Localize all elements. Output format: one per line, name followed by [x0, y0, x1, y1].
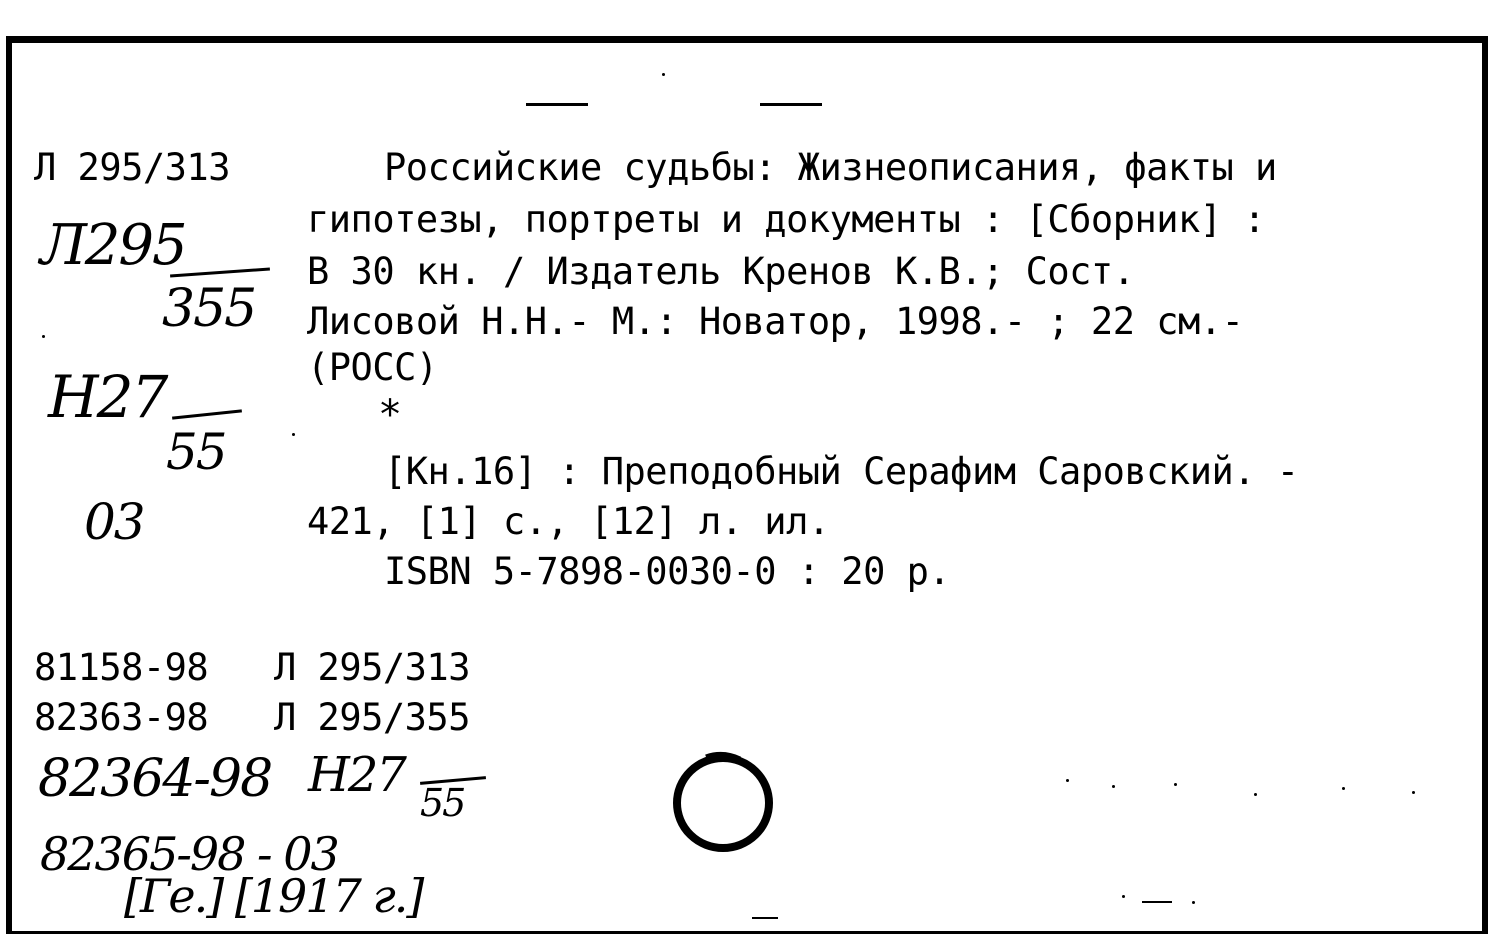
catalog-card [6, 36, 1488, 934]
description-line-5: (РОСС) [307, 346, 438, 389]
scan-speck [1122, 895, 1125, 898]
scan-dash [1142, 901, 1172, 903]
isbn-line: ISBN 5-7898-0030-0 : 20 р. [384, 550, 951, 593]
scan-speck [42, 335, 45, 338]
description-line-1: Российские судьбы: Жизнеописания, факты и [384, 146, 1277, 189]
description-line-2: гипотезы, портреты и документы : [Сборник] : [307, 198, 1266, 241]
inventory-shelf: Л 295/313 [274, 646, 470, 689]
handwritten-note: [Ге.] [1917 г.] [124, 869, 423, 923]
handwritten-shelf-mark: Л295 [40, 213, 186, 278]
scan-speck [662, 73, 665, 76]
handwritten-copy-mark: 03 [84, 493, 144, 551]
inventory-number: 81158-98 [34, 646, 209, 689]
scan-speck [1112, 785, 1115, 788]
handwritten-inventory-line: 82365-98 - 03 [40, 827, 338, 881]
handwritten-inventory-sub: 55 [420, 781, 465, 825]
scan-speck [1342, 787, 1345, 790]
scan-dash [752, 917, 778, 919]
description-line-4: Лисовой Н.Н.- М.: Новатор, 1998.- ; 22 см.- [307, 300, 1244, 343]
scan-speck [292, 433, 295, 436]
scan-speck [1066, 779, 1069, 782]
handwritten-author-mark: Н27 [48, 363, 167, 431]
inventory-shelf: Л 295/355 [274, 696, 470, 739]
scan-speck [1174, 783, 1177, 786]
inventory-number: 82363-98 [34, 696, 209, 739]
scan-speck [1192, 901, 1195, 904]
call-number: Л 295/313 [34, 146, 230, 189]
separator-asterisk: * [378, 392, 402, 438]
decorative-dash [760, 103, 822, 106]
handwritten-shelf-sub: 355 [162, 279, 256, 339]
handwritten-fraction-bar [172, 409, 242, 419]
volume-line-2: 421, [1] с., [12] л. ил. [307, 500, 830, 543]
handwritten-inventory-number: 82364-98 [38, 749, 272, 809]
decorative-dash [526, 103, 588, 106]
volume-line-1: [Кн.16] : Преподобный Серафим Саровский. - [384, 450, 1299, 493]
circle-mark-icon [668, 747, 778, 857]
handwritten-author-sub: 55 [166, 423, 226, 481]
scan-speck [1412, 791, 1415, 794]
description-line-3: В 30 кн. / Издатель Кренов К.В.; Сост. [307, 250, 1135, 293]
handwritten-inventory-mark: Н27 [308, 747, 405, 803]
scan-speck [1254, 793, 1257, 796]
